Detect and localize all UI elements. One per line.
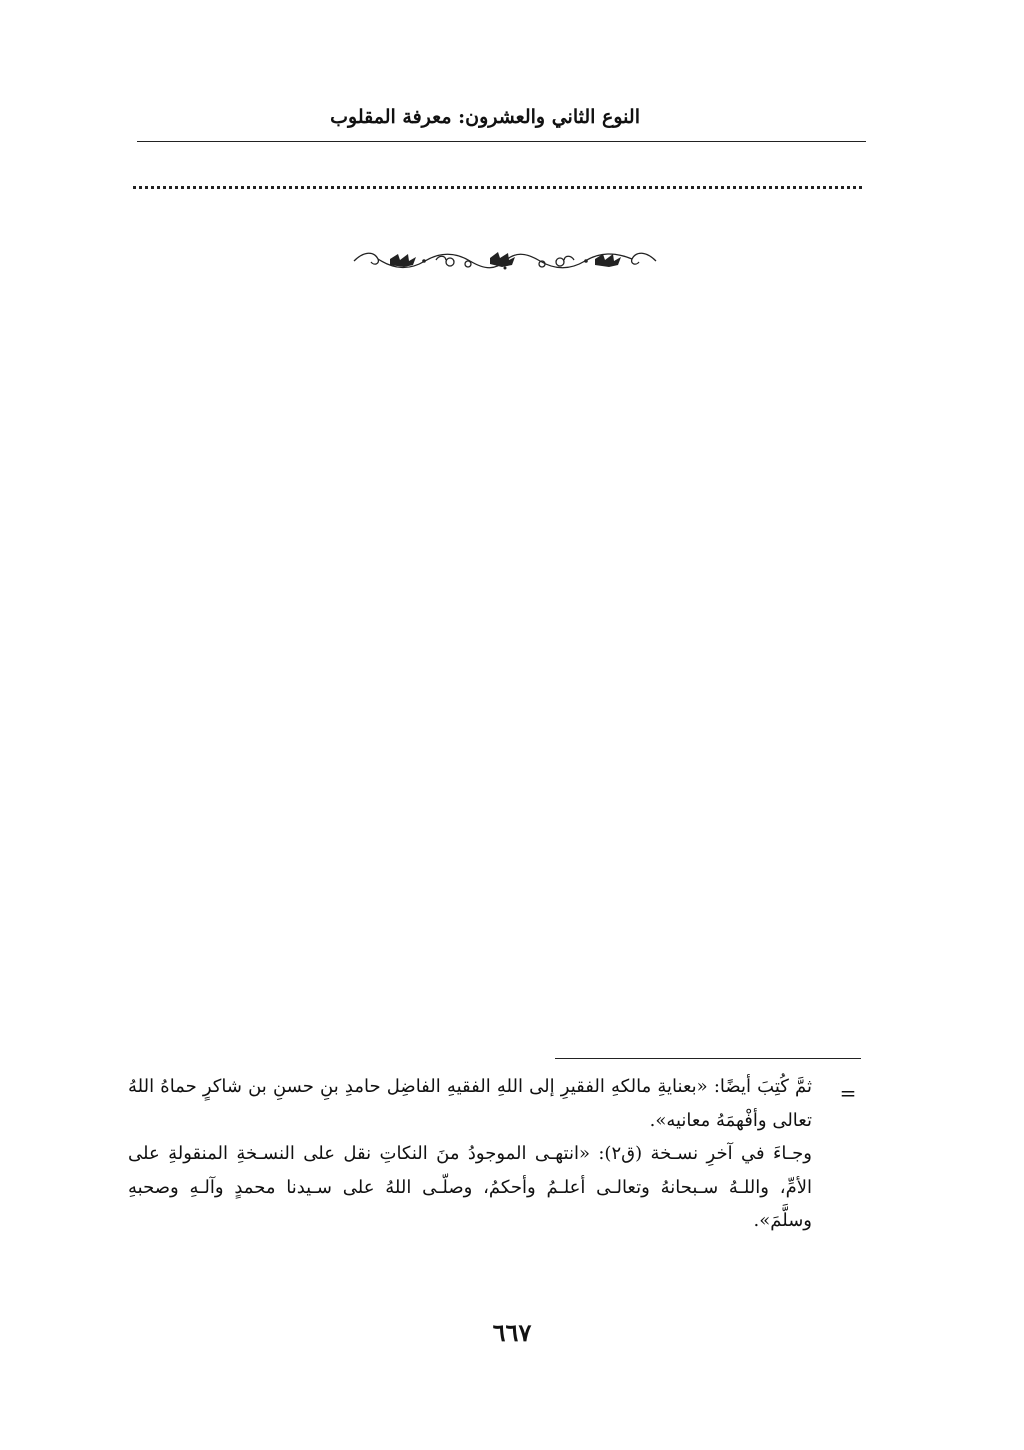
floral-divider-ornament-icon [350,246,660,276]
footnotes-block [128,1070,812,1238]
footnote-rule [555,1058,861,1059]
page-number: ٦٦٧ [492,1318,532,1347]
footnote-continuation-mark: = [839,1081,857,1105]
header-rule [137,141,866,142]
footnote-paragraph-1: ثمَّ كُتِبَ أيضًا: «بعنايةِ مالكهِ الفقيرِ إلى اللهِ الفقيهِ الفاضِل حامدِ بنِ حسنِ بن شاكرٍ حماهُ اللهُ تعالى وأفْهمَهُ معانيه». [128,1076,812,1131]
dotted-separator [133,186,862,189]
running-header: النوع الثاني والعشرون: معرفة المقلوب [330,106,640,128]
footnote-paragraph-2: وجـاءَ في آخرِ نسـخة (ق٢): «انتهـى الموجودُ منَ النكاتِ نقل على النسـخةِ المنقولةِ على الأمِّ، واللـهُ سـبحانهُ وتعالـى أعلـمُ وأحكمُ، وصلّـى اللهُ على سـيدنا محمدٍ وآلـهِ وصحبهِ وسلَّمَ». [128,1143,813,1231]
